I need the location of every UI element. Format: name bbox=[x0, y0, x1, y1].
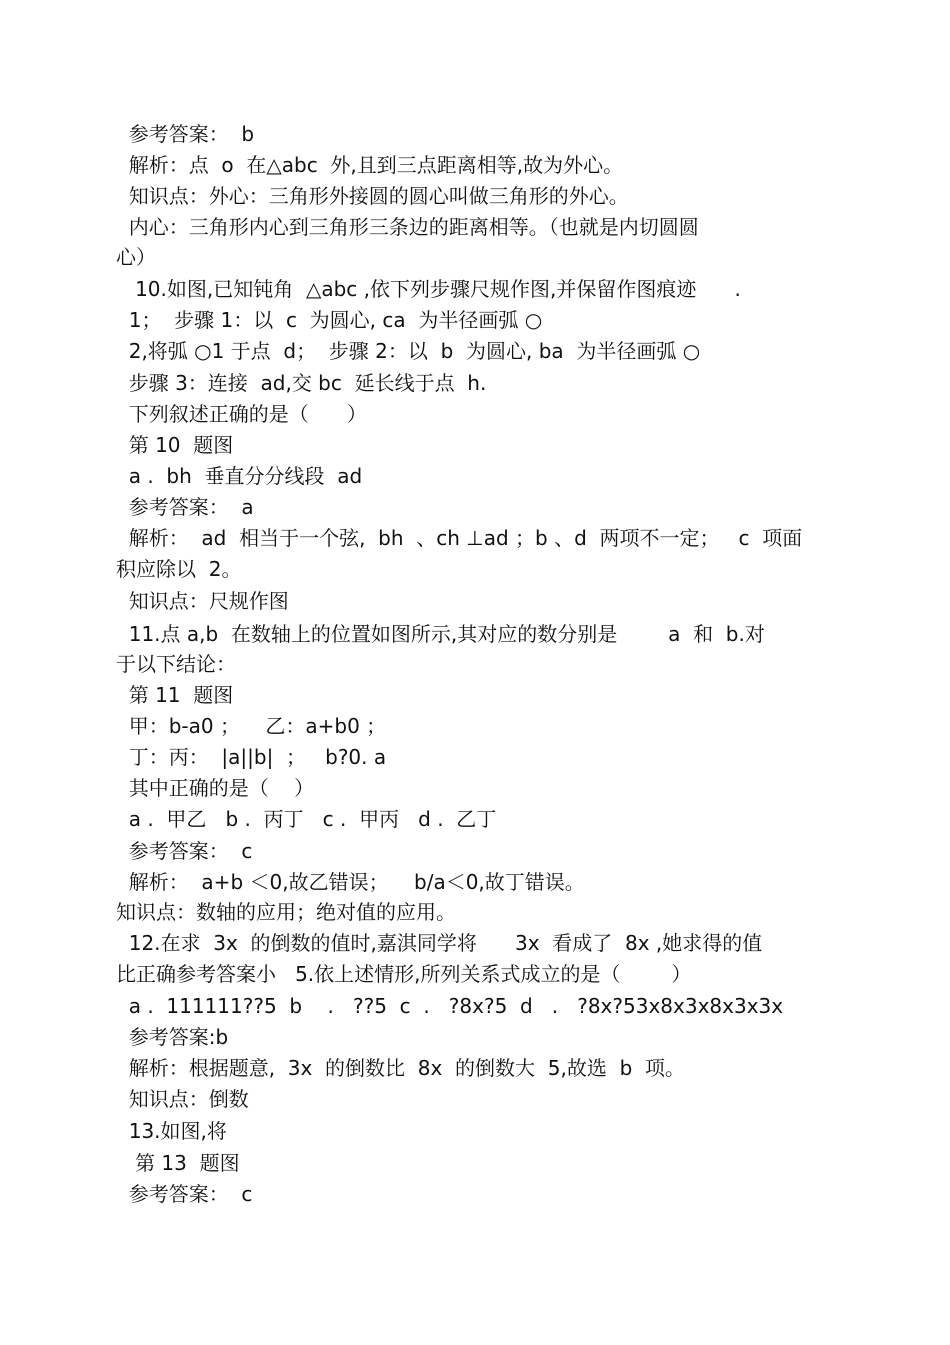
text-line: 10.如图,已知钝角 △abc ,依下列步骤尺规作图,并保留作图痕迹 . bbox=[116, 277, 741, 301]
text-line: 12.在求 3x 的倒数的值时,嘉淇同学将 3x 看成了 8x ,她求得的值 bbox=[116, 931, 763, 955]
text-line: 步骤 3：连接 ad,交 bc 延长线于点 h. bbox=[116, 371, 487, 395]
text-line: 知识点：倒数 bbox=[116, 1087, 249, 1111]
text-line: 下列叙述正确的是（ ） bbox=[116, 402, 367, 426]
text-line: 第 11 题图 bbox=[116, 683, 234, 707]
text-line: a . bh 垂直分分线段 ad bbox=[116, 464, 363, 488]
text-line: 知识点：尺规作图 bbox=[116, 589, 289, 613]
text-line: a . 甲乙 b . 丙丁 c . 甲丙 d . 乙丁 bbox=[116, 807, 497, 831]
text-line: 参考答案:b bbox=[116, 1025, 229, 1049]
text-line: 第 13 题图 bbox=[116, 1151, 240, 1175]
text-line: 心） bbox=[116, 245, 156, 269]
text-line: 解析： ad 相当于一个弦, bh 、ch ⊥ad ；b 、d 两项不一定； c 项面 bbox=[116, 526, 803, 550]
text-line: 丁：丙： |a||b| ； b?0. a bbox=[116, 745, 387, 769]
text-line: a . 111111??5 b . ??5 c . ?8x?5 d . ?8x?53x8x3x8x3x3x bbox=[116, 994, 784, 1018]
text-line: 13.如图,将 bbox=[116, 1119, 227, 1143]
text-line: 参考答案： b bbox=[116, 122, 255, 146]
text-line: 知识点：外心：三角形外接圆的圆心叫做三角形的外心。 bbox=[116, 184, 629, 208]
text-line: 参考答案： c bbox=[116, 1182, 253, 1206]
text-line: 2,将弧 ○1 于点 d； 步骤 2：以 b 为圆心, ba 为半径画弧 ○ bbox=[116, 339, 701, 363]
text-line: 解析：点 o 在△abc 外,且到三点距离相等,故为外心。 bbox=[116, 153, 624, 177]
text-line: 知识点：数轴的应用；绝对值的应用。 bbox=[116, 900, 456, 924]
text-line: 参考答案： c bbox=[116, 839, 253, 863]
text-line: 解析：根据题意, 3x 的倒数比 8x 的倒数大 5,故选 b 项。 bbox=[116, 1056, 685, 1080]
text-line: 甲：b-a0 ； 乙：a+b0 ； bbox=[116, 714, 387, 738]
text-line: 解析： a+b ＜0,故乙错误； b/a＜0,故丁错误。 bbox=[116, 870, 585, 894]
text-line: 11.点 a,b 在数轴上的位置如图所示,其对应的数分别是 a 和 b.对 bbox=[116, 622, 765, 646]
text-line: 于以下结论： bbox=[116, 652, 236, 676]
text-line: 积应除以 2。 bbox=[116, 557, 242, 581]
text-line: 比正确参考答案小 5.依上述情形,所列关系式成立的是（ ） bbox=[116, 962, 692, 986]
text-line: 第 10 题图 bbox=[116, 433, 234, 457]
text-line: 参考答案： a bbox=[116, 495, 254, 519]
text-line: 1； 步骤 1：以 c 为圆心, ca 为半径画弧 ○ bbox=[116, 308, 543, 332]
text-line: 内心：三角形内心到三角形三条边的距离相等。（也就是内切圆圆 bbox=[116, 215, 699, 239]
text-line: 其中正确的是（ ） bbox=[116, 776, 315, 800]
